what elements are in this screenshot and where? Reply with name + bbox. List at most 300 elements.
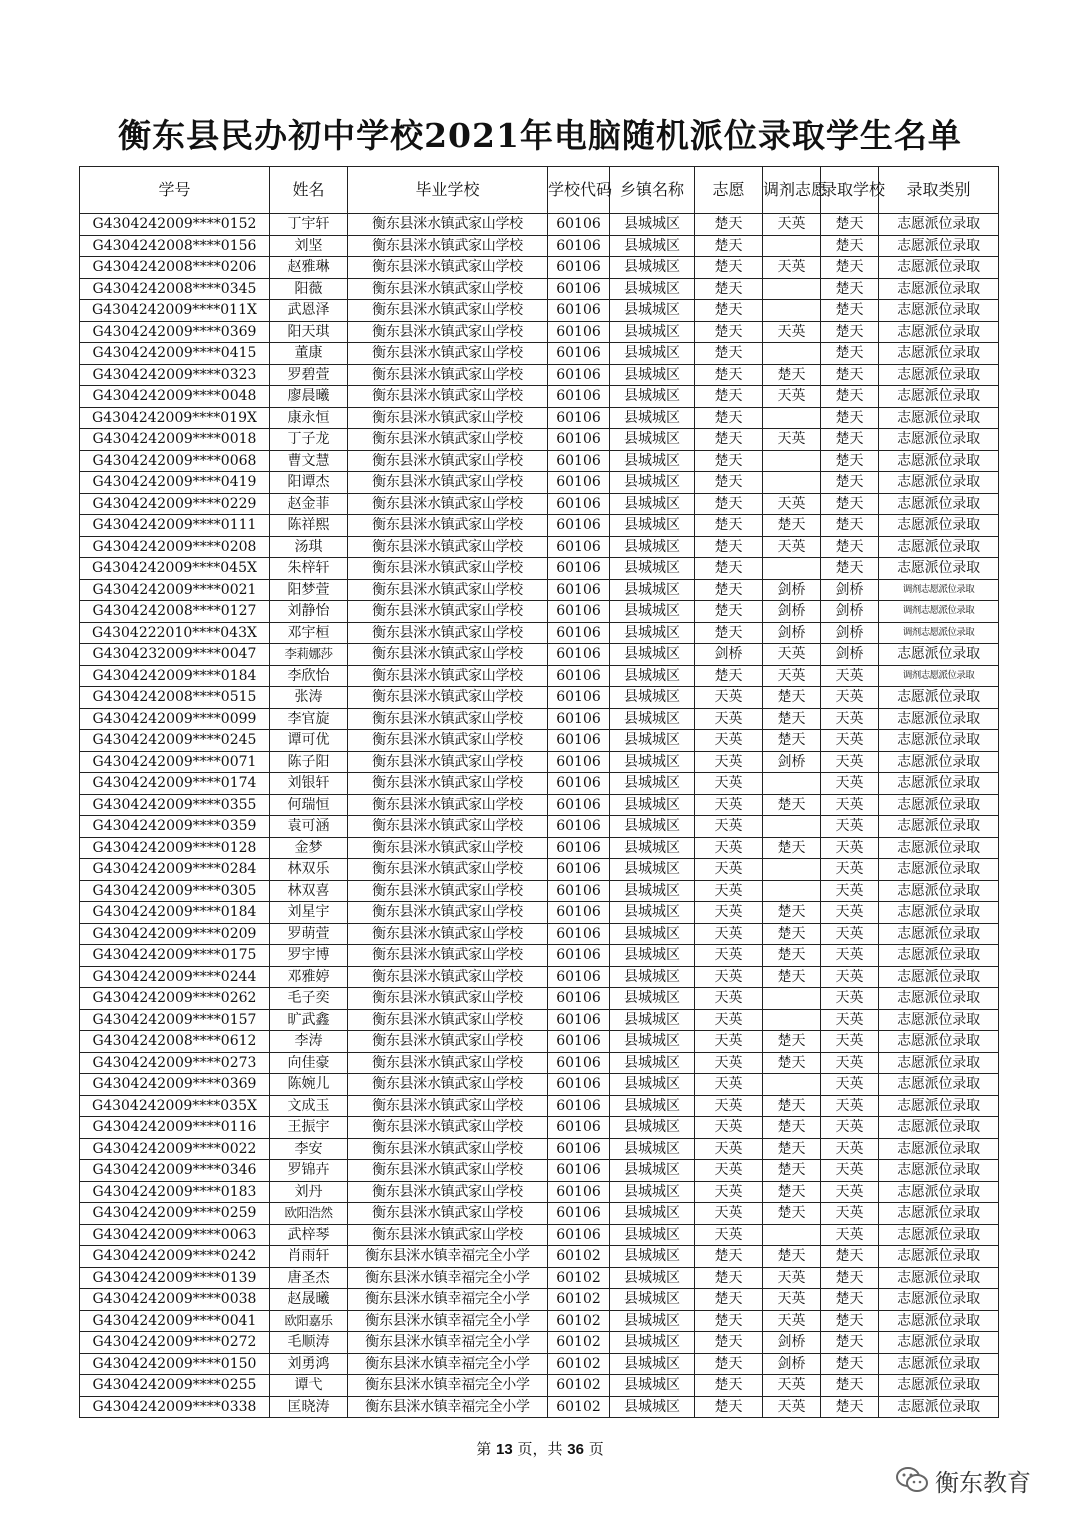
cell-school-code: 60106 [548, 966, 610, 988]
cell-student-name: 毛子奕 [270, 988, 348, 1010]
cell-school-code: 60106 [548, 1009, 610, 1031]
table-row [80, 1095, 999, 1117]
cell-school-code: 60106 [548, 859, 610, 881]
cell-choice: 天英 [695, 1117, 763, 1139]
cell-admission-type: 志愿派位录取 [879, 558, 999, 580]
table-row [80, 579, 999, 601]
cell-admission-type: 志愿派位录取 [879, 214, 999, 236]
cell-choice: 楚天 [695, 1267, 763, 1289]
cell-school-code: 60106 [548, 1074, 610, 1096]
cell-student-id: G4304242009****045X [80, 558, 270, 580]
cell-adjusted-choice: 天英 [763, 386, 821, 408]
cell-choice: 楚天 [695, 364, 763, 386]
cell-choice: 天英 [695, 1224, 763, 1246]
cell-admission-type: 志愿派位录取 [879, 1138, 999, 1160]
cell-student-name: 赵晟曦 [270, 1289, 348, 1311]
cell-school-code: 60106 [548, 343, 610, 365]
cell-student-name: 阳谭杰 [270, 472, 348, 494]
cell-student-name: 陈子阳 [270, 751, 348, 773]
footer-total-pages: 36 [567, 1441, 584, 1458]
cell-township: 县城城区 [610, 966, 695, 988]
cell-township: 县城城区 [610, 1052, 695, 1074]
cell-school-code: 60106 [548, 257, 610, 279]
cell-choice: 天英 [695, 1203, 763, 1225]
header-name: 姓名 [270, 167, 348, 214]
cell-adjusted-choice: 楚天 [763, 945, 821, 967]
cell-admission-type: 调剂志愿派位录取 [879, 665, 999, 687]
table-row [80, 1052, 999, 1074]
wechat-icon [895, 1465, 929, 1495]
table-row [80, 493, 999, 515]
cell-admitted-school: 天英 [821, 1031, 879, 1053]
cell-graduation-school: 衡东县洣水镇幸福完全小学 [348, 1246, 548, 1268]
cell-township: 县城城区 [610, 1138, 695, 1160]
cell-choice: 天英 [695, 687, 763, 709]
cell-student-name: 罗锦卉 [270, 1160, 348, 1182]
cell-choice: 楚天 [695, 214, 763, 236]
cell-choice: 楚天 [695, 472, 763, 494]
header-graduation-school: 毕业学校 [348, 167, 548, 214]
cell-adjusted-choice: 剑桥 [763, 751, 821, 773]
cell-student-name: 阳天琪 [270, 321, 348, 343]
cell-admission-type: 志愿派位录取 [879, 794, 999, 816]
cell-adjusted-choice [763, 278, 821, 300]
cell-adjusted-choice: 楚天 [763, 708, 821, 730]
table-row [80, 837, 999, 859]
cell-choice: 楚天 [695, 665, 763, 687]
cell-admitted-school: 天英 [821, 687, 879, 709]
cell-graduation-school: 衡东县洣水镇武家山学校 [348, 794, 548, 816]
table-row [80, 214, 999, 236]
cell-admission-type: 志愿派位录取 [879, 902, 999, 924]
cell-school-code: 60106 [548, 1224, 610, 1246]
cell-adjusted-choice: 剑桥 [763, 1332, 821, 1354]
cell-graduation-school: 衡东县洣水镇武家山学校 [348, 515, 548, 537]
cell-admitted-school: 楚天 [821, 493, 879, 515]
cell-township: 县城城区 [610, 257, 695, 279]
cell-graduation-school: 衡东县洣水镇武家山学校 [348, 214, 548, 236]
table-row [80, 429, 999, 451]
table-row [80, 235, 999, 257]
cell-graduation-school: 衡东县洣水镇武家山学校 [348, 364, 548, 386]
cell-admitted-school: 楚天 [821, 1310, 879, 1332]
cell-admitted-school: 天英 [821, 794, 879, 816]
cell-adjusted-choice: 楚天 [763, 1138, 821, 1160]
cell-choice: 剑桥 [695, 644, 763, 666]
table-row [80, 1117, 999, 1139]
cell-graduation-school: 衡东县洣水镇武家山学校 [348, 558, 548, 580]
cell-admission-type: 志愿派位录取 [879, 386, 999, 408]
cell-graduation-school: 衡东县洣水镇武家山学校 [348, 880, 548, 902]
cell-admission-type: 志愿派位录取 [879, 687, 999, 709]
table-row [80, 773, 999, 795]
cell-choice: 楚天 [695, 321, 763, 343]
cell-student-id: G4304242009****0346 [80, 1160, 270, 1182]
cell-township: 县城城区 [610, 1332, 695, 1354]
cell-student-name: 赵金菲 [270, 493, 348, 515]
cell-student-name: 邓宇桓 [270, 622, 348, 644]
cell-student-name: 刘静怡 [270, 601, 348, 623]
table-row [80, 450, 999, 472]
cell-admission-type: 志愿派位录取 [879, 1181, 999, 1203]
cell-admitted-school: 楚天 [821, 407, 879, 429]
cell-student-name: 李涛 [270, 1031, 348, 1053]
cell-admission-type: 志愿派位录取 [879, 321, 999, 343]
cell-student-id: G4304242009****0323 [80, 364, 270, 386]
cell-school-code: 60106 [548, 902, 610, 924]
cell-student-id: G4304242009****0255 [80, 1375, 270, 1397]
cell-student-name: 董康 [270, 343, 348, 365]
cell-adjusted-choice [763, 472, 821, 494]
cell-school-code: 60102 [548, 1332, 610, 1354]
cell-graduation-school: 衡东县洣水镇武家山学校 [348, 945, 548, 967]
cell-school-code: 60106 [548, 1203, 610, 1225]
cell-township: 县城城区 [610, 1074, 695, 1096]
cell-student-id: G4304242009****0338 [80, 1396, 270, 1418]
table-row [80, 622, 999, 644]
cell-student-id: G4304242009****0111 [80, 515, 270, 537]
cell-admission-type: 志愿派位录取 [879, 300, 999, 322]
table-row [80, 1396, 999, 1418]
cell-student-id: G4304242009****0071 [80, 751, 270, 773]
cell-school-code: 60106 [548, 321, 610, 343]
cell-admitted-school: 天英 [821, 773, 879, 795]
table-row [80, 794, 999, 816]
cell-township: 县城城区 [610, 988, 695, 1010]
cell-school-code: 60106 [548, 665, 610, 687]
cell-admitted-school: 楚天 [821, 364, 879, 386]
cell-choice: 天英 [695, 1095, 763, 1117]
cell-student-id: G4304232009****0047 [80, 644, 270, 666]
cell-township: 县城城区 [610, 622, 695, 644]
table-row [80, 730, 999, 752]
cell-township: 县城城区 [610, 579, 695, 601]
cell-student-id: G4304242009****035X [80, 1095, 270, 1117]
cell-admitted-school: 楚天 [821, 1267, 879, 1289]
cell-student-id: G4304242008****0206 [80, 257, 270, 279]
cell-admitted-school: 楚天 [821, 450, 879, 472]
cell-adjusted-choice: 楚天 [763, 1095, 821, 1117]
cell-admitted-school: 楚天 [821, 300, 879, 322]
cell-admitted-school: 天英 [821, 1052, 879, 1074]
cell-township: 县城城区 [610, 794, 695, 816]
cell-student-id: G4304242009****0021 [80, 579, 270, 601]
cell-adjusted-choice: 天英 [763, 1310, 821, 1332]
cell-student-name: 毛顺涛 [270, 1332, 348, 1354]
cell-student-id: G4304242009****0355 [80, 794, 270, 816]
cell-township: 县城城区 [610, 1095, 695, 1117]
cell-student-id: G4304242009****0273 [80, 1052, 270, 1074]
cell-township: 县城城区 [610, 343, 695, 365]
cell-admitted-school: 天英 [821, 1224, 879, 1246]
cell-graduation-school: 衡东县洣水镇武家山学校 [348, 708, 548, 730]
cell-admitted-school: 天英 [821, 945, 879, 967]
cell-admission-type: 志愿派位录取 [879, 1224, 999, 1246]
cell-student-name: 谭可优 [270, 730, 348, 752]
table-row [80, 945, 999, 967]
cell-school-code: 60106 [548, 300, 610, 322]
cell-student-name: 旷武鑫 [270, 1009, 348, 1031]
cell-school-code: 60106 [548, 493, 610, 515]
cell-township: 县城城区 [610, 1267, 695, 1289]
cell-admission-type: 志愿派位录取 [879, 1031, 999, 1053]
cell-admission-type: 志愿派位录取 [879, 1310, 999, 1332]
cell-admitted-school: 天英 [821, 665, 879, 687]
cell-township: 县城城区 [610, 1224, 695, 1246]
cell-adjusted-choice [763, 450, 821, 472]
cell-admitted-school: 剑桥 [821, 601, 879, 623]
cell-admission-type: 志愿派位录取 [879, 1246, 999, 1268]
cell-choice: 楚天 [695, 1332, 763, 1354]
cell-adjusted-choice [763, 407, 821, 429]
cell-graduation-school: 衡东县洣水镇武家山学校 [348, 644, 548, 666]
cell-township: 县城城区 [610, 880, 695, 902]
cell-choice: 楚天 [695, 235, 763, 257]
cell-student-id: G4304242009****0244 [80, 966, 270, 988]
cell-admitted-school: 天英 [821, 966, 879, 988]
cell-admission-type: 调剂志愿派位录取 [879, 622, 999, 644]
cell-township: 县城城区 [610, 1009, 695, 1031]
cell-school-code: 60106 [548, 880, 610, 902]
cell-graduation-school: 衡东县洣水镇武家山学校 [348, 601, 548, 623]
cell-adjusted-choice: 楚天 [763, 1203, 821, 1225]
cell-choice: 天英 [695, 708, 763, 730]
cell-choice: 天英 [695, 773, 763, 795]
cell-choice: 楚天 [695, 493, 763, 515]
cell-choice: 楚天 [695, 300, 763, 322]
cell-township: 县城城区 [610, 472, 695, 494]
cell-student-name: 陈婉儿 [270, 1074, 348, 1096]
table-row [80, 1009, 999, 1031]
cell-township: 县城城区 [610, 1160, 695, 1182]
cell-student-id: G4304242009****011X [80, 300, 270, 322]
cell-township: 县城城区 [610, 321, 695, 343]
cell-graduation-school: 衡东县洣水镇武家山学校 [348, 300, 548, 322]
cell-graduation-school: 衡东县洣水镇武家山学校 [348, 429, 548, 451]
cell-student-id: G4304222010****043X [80, 622, 270, 644]
cell-adjusted-choice: 剑桥 [763, 1353, 821, 1375]
cell-admission-type: 志愿派位录取 [879, 988, 999, 1010]
cell-township: 县城城区 [610, 493, 695, 515]
table-row [80, 278, 999, 300]
cell-choice: 楚天 [695, 601, 763, 623]
cell-student-id: G4304242009****0262 [80, 988, 270, 1010]
page-footer [0, 1438, 1080, 1459]
cell-school-code: 60106 [548, 1031, 610, 1053]
cell-student-id: G4304242008****0127 [80, 601, 270, 623]
cell-admission-type: 志愿派位录取 [879, 816, 999, 838]
cell-choice: 楚天 [695, 407, 763, 429]
cell-graduation-school: 衡东县洣水镇幸福完全小学 [348, 1310, 548, 1332]
cell-student-name: 李欣怡 [270, 665, 348, 687]
cell-graduation-school: 衡东县洣水镇武家山学校 [348, 257, 548, 279]
watermark [895, 1460, 1031, 1500]
footer-suffix: 页 [583, 1440, 604, 1458]
cell-admitted-school: 天英 [821, 1009, 879, 1031]
cell-school-code: 60106 [548, 601, 610, 623]
cell-graduation-school: 衡东县洣水镇武家山学校 [348, 816, 548, 838]
cell-school-code: 60106 [548, 1160, 610, 1182]
cell-township: 县城城区 [610, 859, 695, 881]
cell-choice: 天英 [695, 1009, 763, 1031]
cell-student-id: G4304242009****0099 [80, 708, 270, 730]
cell-admission-type: 志愿派位录取 [879, 1095, 999, 1117]
table-row [80, 1246, 999, 1268]
table-row [80, 407, 999, 429]
table-row [80, 751, 999, 773]
cell-school-code: 60106 [548, 622, 610, 644]
cell-adjusted-choice: 楚天 [763, 923, 821, 945]
cell-township: 县城城区 [610, 923, 695, 945]
cell-choice: 楚天 [695, 343, 763, 365]
cell-choice: 天英 [695, 730, 763, 752]
cell-graduation-school: 衡东县洣水镇武家山学校 [348, 1095, 548, 1117]
cell-admitted-school: 剑桥 [821, 622, 879, 644]
cell-admitted-school: 楚天 [821, 1289, 879, 1311]
cell-graduation-school: 衡东县洣水镇武家山学校 [348, 1117, 548, 1139]
cell-student-id: G4304242009****0272 [80, 1332, 270, 1354]
cell-admission-type: 志愿派位录取 [879, 450, 999, 472]
cell-admission-type: 志愿派位录取 [879, 1353, 999, 1375]
cell-admitted-school: 剑桥 [821, 644, 879, 666]
cell-township: 县城城区 [610, 558, 695, 580]
cell-school-code: 60106 [548, 407, 610, 429]
cell-adjusted-choice: 楚天 [763, 1160, 821, 1182]
cell-graduation-school: 衡东县洣水镇武家山学校 [348, 622, 548, 644]
cell-school-code: 60106 [548, 235, 610, 257]
cell-graduation-school: 衡东县洣水镇武家山学校 [348, 1203, 548, 1225]
cell-admitted-school: 天英 [821, 902, 879, 924]
cell-student-name: 罗萌萱 [270, 923, 348, 945]
cell-township: 县城城区 [610, 773, 695, 795]
cell-admission-type: 志愿派位录取 [879, 730, 999, 752]
cell-choice: 天英 [695, 988, 763, 1010]
cell-graduation-school: 衡东县洣水镇幸福完全小学 [348, 1396, 548, 1418]
cell-adjusted-choice [763, 235, 821, 257]
footer-middle: 页，共 [512, 1440, 568, 1458]
table-row [80, 601, 999, 623]
header-choice: 志愿 [695, 167, 763, 214]
cell-student-name: 汤琪 [270, 536, 348, 558]
cell-admitted-school: 楚天 [821, 321, 879, 343]
cell-school-code: 60106 [548, 687, 610, 709]
cell-choice: 楚天 [695, 579, 763, 601]
table-row [80, 902, 999, 924]
cell-graduation-school: 衡东县洣水镇武家山学校 [348, 321, 548, 343]
admission-table [79, 166, 999, 1418]
table-row [80, 1375, 999, 1397]
cell-student-id: G4304242009****0369 [80, 321, 270, 343]
cell-adjusted-choice: 楚天 [763, 515, 821, 537]
cell-graduation-school: 衡东县洣水镇武家山学校 [348, 1031, 548, 1053]
cell-admission-type: 志愿派位录取 [879, 773, 999, 795]
cell-choice: 楚天 [695, 1246, 763, 1268]
cell-admitted-school: 楚天 [821, 235, 879, 257]
cell-admitted-school: 楚天 [821, 472, 879, 494]
cell-graduation-school: 衡东县洣水镇武家山学校 [348, 1138, 548, 1160]
cell-student-id: G4304242008****0345 [80, 278, 270, 300]
cell-student-id: G4304242009****0041 [80, 1310, 270, 1332]
cell-student-name: 康永恒 [270, 407, 348, 429]
cell-choice: 天英 [695, 1031, 763, 1053]
header-school-code: 学校代码 [548, 167, 610, 214]
cell-graduation-school: 衡东县洣水镇武家山学校 [348, 536, 548, 558]
cell-admission-type: 志愿派位录取 [879, 472, 999, 494]
table-row [80, 1353, 999, 1375]
cell-student-name: 袁可涵 [270, 816, 348, 838]
cell-student-name: 赵雅琳 [270, 257, 348, 279]
cell-student-id: G4304242009****0209 [80, 923, 270, 945]
cell-choice: 楚天 [695, 1289, 763, 1311]
table-row [80, 1160, 999, 1182]
cell-student-id: G4304242009****0150 [80, 1353, 270, 1375]
cell-admission-type: 志愿派位录取 [879, 644, 999, 666]
cell-graduation-school: 衡东县洣水镇武家山学校 [348, 859, 548, 881]
cell-school-code: 60106 [548, 1095, 610, 1117]
table-row [80, 1224, 999, 1246]
cell-admission-type: 志愿派位录取 [879, 1203, 999, 1225]
cell-choice: 天英 [695, 816, 763, 838]
cell-adjusted-choice [763, 988, 821, 1010]
cell-choice: 天英 [695, 1074, 763, 1096]
cell-student-id: G4304242009****0174 [80, 773, 270, 795]
cell-adjusted-choice: 楚天 [763, 902, 821, 924]
cell-school-code: 60106 [548, 472, 610, 494]
cell-choice: 天英 [695, 902, 763, 924]
cell-student-name: 向佳豪 [270, 1052, 348, 1074]
cell-school-code: 60102 [548, 1246, 610, 1268]
table-row [80, 665, 999, 687]
cell-admitted-school: 楚天 [821, 515, 879, 537]
cell-student-name: 朱梓轩 [270, 558, 348, 580]
cell-student-name: 刘坚 [270, 235, 348, 257]
cell-school-code: 60102 [548, 1267, 610, 1289]
table-row [80, 472, 999, 494]
cell-adjusted-choice [763, 300, 821, 322]
cell-student-id: G4304242009****0183 [80, 1181, 270, 1203]
cell-adjusted-choice: 楚天 [763, 966, 821, 988]
cell-graduation-school: 衡东县洣水镇武家山学校 [348, 493, 548, 515]
cell-school-code: 60106 [548, 794, 610, 816]
table-row [80, 1138, 999, 1160]
cell-student-id: G4304242008****0612 [80, 1031, 270, 1053]
cell-school-code: 60102 [548, 1353, 610, 1375]
cell-student-id: G4304242009****0063 [80, 1224, 270, 1246]
cell-adjusted-choice: 楚天 [763, 1117, 821, 1139]
cell-township: 县城城区 [610, 429, 695, 451]
cell-student-name: 肖雨轩 [270, 1246, 348, 1268]
cell-school-code: 60106 [548, 708, 610, 730]
cell-student-id: G4304242009****0139 [80, 1267, 270, 1289]
header-township: 乡镇名称 [610, 167, 695, 214]
footer-page-number: 13 [496, 1441, 513, 1458]
cell-admission-type: 志愿派位录取 [879, 1052, 999, 1074]
cell-township: 县城城区 [610, 816, 695, 838]
cell-adjusted-choice [763, 880, 821, 902]
cell-admission-type: 志愿派位录取 [879, 1332, 999, 1354]
cell-student-name: 李安 [270, 1138, 348, 1160]
cell-admitted-school: 天英 [821, 708, 879, 730]
cell-graduation-school: 衡东县洣水镇幸福完全小学 [348, 1289, 548, 1311]
cell-school-code: 60106 [548, 837, 610, 859]
cell-student-name: 王振宇 [270, 1117, 348, 1139]
cell-student-name: 文成玉 [270, 1095, 348, 1117]
cell-school-code: 60102 [548, 1396, 610, 1418]
footer-prefix: 第 [476, 1440, 497, 1458]
cell-adjusted-choice [763, 816, 821, 838]
cell-student-name: 林双喜 [270, 880, 348, 902]
table-row [80, 1310, 999, 1332]
